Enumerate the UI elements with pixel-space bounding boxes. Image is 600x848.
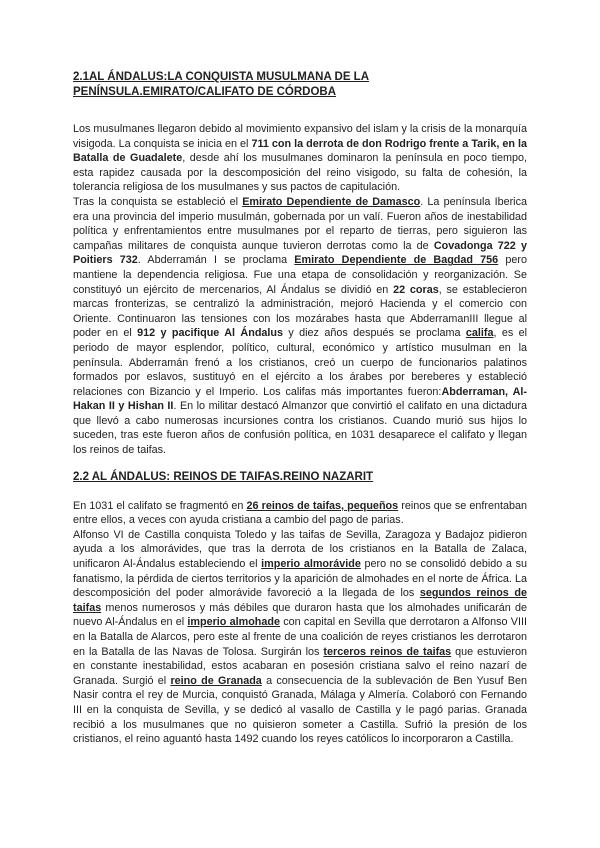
section1-paragraph-1: Los musulmanes llegaron debido al movimiento expansivo del islam y la crisis de la monarquía visigoda. La conquista se inicia en el 711 con la derrota de don Rodrigo frente a Tarik, en la Batalla de Guadalete, desde ahí los musulmanes dominaron la península en poco tiempo, esta rapidez causada por la descomposición del reino visigodo, su falta de cohesión, la tolerancia religiosa de los musulmanes y sus pactos de capitulación. <box>73 123 527 194</box>
document-page <box>73 70 527 747</box>
section1-paragraph-2: Tras la conquista se estableció el Emirato Dependiente de Damasco. La península Iberica era una provincia del imperio musulmán, gobernada por un valí. Fueron años de inestabilidad política y enfrentamientos entre musulmanes por el reparto de tierras, pero siguieron las campañas militares de conquista aunque tuvieron derrotas como la de Covadonga 722 y Poitiers 732. Abderramán I se proclama Emirato Dependiente de Bagdad 756 pero mantiene la dependencia religiosa. Fue una etapa de consolidación y reorganización. Se constituyó un ejército de mercenarios, Al Ándalus se dividió en 22 coras, se establecieron marcas fronterizas, se centralizó la administración, mejoró Hacienda y el comercio con Oriente. Continuaron las tensiones con los mozárabes hasta que AbderramanIII llegue al poder en el 912 y pacifique Al Ándalus y diez años después se proclama califa, es el periodo de mayor esplendor, político, cultural, económico y artístico musulman en la península. Abderramán frenó a los cristianos, creó un cuerpo de funcionarios palatinos formados por eslavos, sustituyó en el ejército a los árabes por bereberes y estableció relaciones con Bizancio y el Imperio. Los califas más importantes fueron:Abderraman, Al-Hakan II y Hishan II. En lo militar destacó Almanzor que convirtió el califato en una dictadura que llevó a cabo numerosas incursiones contra los cristianos. Cuando murió sus hijos lo suceden, tras este fueron años de confusión política, en 1031 desaparece el califato y llegan los reinos de taifas. <box>73 195 528 457</box>
section2-paragraph-1: En 1031 el califato se fragmentó en 26 reinos de taifas, pequeños reinos que se enfrentaban entre ellos, a veces con ayuda cristiana a cambio del pago de parias. <box>73 499 527 527</box>
section2-heading: 2.2 AL ÁNDALUS: REINOS DE TAIFAS.REINO NAZARIT <box>73 470 374 483</box>
section1-title-line2: PENÍNSULA.EMIRATO/CALIFATO DE CÓRDOBA <box>73 86 337 98</box>
section1-heading <box>73 70 527 100</box>
section2-paragraph-2: Alfonso VI de Castilla conquista Toledo y las taifas de Sevilla, Zaragoza y Badajoz pidieron ayuda a los almorávides, que tras la derrota de los cristianos en la Batalla de Zalaca, unificaron Al-Ándalus estableciendo el imperio almorávide pero no se consolidó debido a su fanatismo, la pérdida de ciertos territorios y la aparición de almohades en el norte de África. La descomposición del poder almorávide favoreció a la llegada de los segundos reinos de taifas menos numerosos y más débiles que duraron hasta que los almohades unificarán de nuevo Al-Ándalus en el imperio almohade con capital en Sevilla que derrotaron a Alfonso VIII en la Batalla de Alarcos, pero este al frente de una coalición de reyes cristianos les derrotaron en la Batalla de las Navas de Tolosa. Surgirán los terceros reinos de taifas que estuvieron en constante inestabilidad, estos acabaran en posesión cristiana salvo el reino nazarí de Granada. Surgió el reino de Granada a consecuencia de la sublevación de Ben Yusuf Ben Nasir contra el rey de Murcia, conquistó Granada, Málaga y Almería. Colaboró con Fernando III en la conquista de Sevilla, y se dedicó al vasallo de Castilla y le pagó parias. Granada recibió a los musulmanes que no quisieron someter a Castilla. Sufrió la presión de los cristianos, el reino aguantó hasta 1492 cuando los reyes católicos lo incorporaron a Castilla. <box>73 528 528 746</box>
section1-title-line1: 2.1AL ÁNDALUS:LA CONQUISTA MUSULMANA DE LA <box>73 71 370 83</box>
